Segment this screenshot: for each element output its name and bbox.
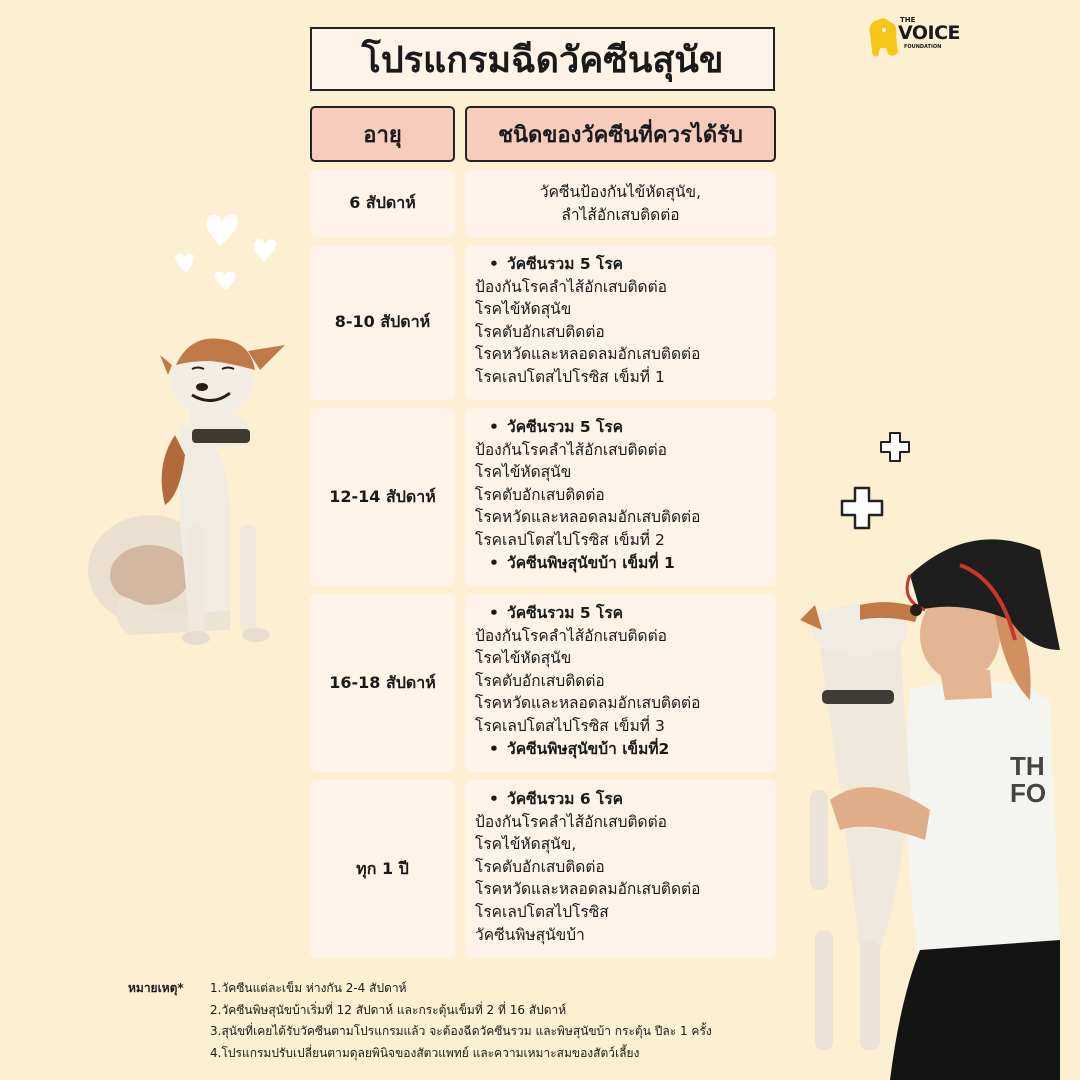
- vaccine-line: โรคตับอักเสบติดต่อ: [475, 857, 605, 876]
- vaccine-bullet: • วัคซีนรวม 5 โรค: [475, 416, 776, 439]
- plus-icon: [838, 484, 886, 532]
- vaccine-line: โรคเลปโตสไปโรซิส เข็มที่ 2: [475, 530, 665, 549]
- person-hugging-dog-photo: [760, 530, 1080, 1080]
- vaccine-line: ป้องกันโรคลำไส้อักเสบติดต่อ: [475, 812, 667, 831]
- vaccine-line: ป้องกันโรคลำไส้อักเสบติดต่อ: [475, 277, 667, 296]
- vaccine-line: โรคเลปโตสไปโรซิส เข็มที่ 3: [475, 716, 665, 735]
- vaccine-cell-16-18-weeks: [465, 594, 776, 772]
- vaccine-line: โรคไข้หัดสุนัข: [475, 649, 572, 668]
- notes-label: หมายเหตุ*: [128, 981, 184, 995]
- age-cell-16-18-weeks: 16-18 สัปดาห์: [310, 594, 455, 772]
- vaccine-bullet: • วัคซีนรวม 6 โรค: [475, 788, 776, 811]
- vaccine-bullet: • วัคซีนรวม 5 โรค: [475, 253, 776, 276]
- vaccine-line: โรคหวัดและหลอดลมอักเสบติดต่อ: [475, 345, 701, 364]
- plus-icon: [878, 430, 912, 464]
- vaccine-line: โรคตับอักเสบติดต่อ: [475, 322, 605, 341]
- vaccine-line: ป้องกันโรคลำไส้อักเสบติดต่อ: [475, 440, 667, 459]
- vaccine-line: โรคหวัดและหลอดลมอักเสบติดต่อ: [475, 694, 701, 713]
- vaccine-line: โรคเลปโตสไปโรซิส เข็มที่ 1: [475, 367, 665, 386]
- vaccine-bullet: • วัคซีนรวม 5 โรค: [475, 602, 776, 625]
- age-cell-8-10-weeks: 8-10 สัปดาห์: [310, 245, 455, 400]
- header-vaccine-type: ชนิดของวัคซีนที่ควรได้รับ: [465, 106, 776, 162]
- vaccine-line: โรคตับอักเสบติดต่อ: [475, 485, 605, 504]
- voice-foundation-logo: [864, 12, 964, 62]
- age-cell-12-14-weeks: 12-14 สัปดาห์: [310, 408, 455, 586]
- header-age: อายุ: [310, 106, 455, 162]
- note-item: 1.วัคซีนแต่ละเข็ม ห่างกัน 2-4 สัปดาห์: [210, 981, 407, 995]
- vaccine-line: โรคไข้หัดสุนัข: [475, 300, 572, 319]
- vaccine-line: ลำไส้อักเสบติดต่อ: [561, 205, 680, 224]
- vaccine-line: โรคไข้หัดสุนัข: [475, 463, 572, 482]
- note-item: 4.โปรแกรมปรับเปลี่ยนตามดุลยพินิจของสัตวแพทย์ และความเหมาะสมของสัตว์เลี้ยง: [210, 1045, 640, 1060]
- vaccine-cell-every-year: [465, 780, 776, 958]
- vaccine-line: โรคเลปโตสไปโรซิส: [475, 902, 609, 921]
- note-item: 2.วัคซีนพิษสุนัขบ้าเริ่มที่ 12 สัปดาห์ และกระตุ้นเข็มที่ 2 ที่ 16 สัปดาห์: [210, 1002, 567, 1017]
- vaccine-line: โรคไข้หัดสุนัข,: [475, 835, 577, 854]
- vaccine-line: วัคซีนป้องกันไข้หัดสุนัข,: [539, 182, 702, 201]
- sitting-dog-photo: [80, 325, 295, 655]
- hearts-decoration-icon: [168, 200, 283, 295]
- vaccine-line: โรคหวัดและหลอดลมอักเสบติดต่อ: [475, 508, 701, 527]
- logo-the-text: THE: [900, 16, 916, 24]
- vaccine-cell-6-weeks: [465, 170, 776, 237]
- age-cell-6-weeks: 6 สัปดาห์: [310, 170, 455, 237]
- logo-foundation-text: FOUNDATION: [904, 44, 942, 50]
- vaccine-line: โรคหวัดและหลอดลมอักเสบติดต่อ: [475, 880, 701, 899]
- vaccine-bullet: • วัคซีนพิษสุนัขบ้า เข็มที่ 1: [475, 552, 776, 575]
- age-cell-every-year: ทุก 1 ปี: [310, 780, 455, 958]
- vaccine-line: ป้องกันโรคลำไส้อักเสบติดต่อ: [475, 626, 667, 645]
- vaccine-cell-8-10-weeks: [465, 245, 776, 400]
- note-item: 3.สุนัขที่เคยได้รับวัคซีนตามโปรแกรมแล้ว จะต้องฉีดวัคซีนรวม และพิษสุนัขบ้า กระตุ้น ปีละ 1 ครั้ง: [210, 1024, 712, 1038]
- vaccine-line: วัคซีนพิษสุนัขบ้า: [475, 925, 585, 944]
- logo-voice-text: VOICE: [898, 22, 961, 44]
- svg-text:FO: FO: [1010, 778, 1047, 808]
- vaccine-line: โรคตับอักเสบติดต่อ: [475, 671, 605, 690]
- page-title: โปรแกรมฉีดวัคซีนสุนัข: [310, 27, 775, 91]
- notes-section: [128, 978, 712, 1064]
- vaccine-cell-12-14-weeks: [465, 408, 776, 586]
- svg-text:TH: TH: [1010, 751, 1045, 781]
- vaccine-bullet: • วัคซีนพิษสุนัขบ้า เข็มที่2: [475, 738, 776, 761]
